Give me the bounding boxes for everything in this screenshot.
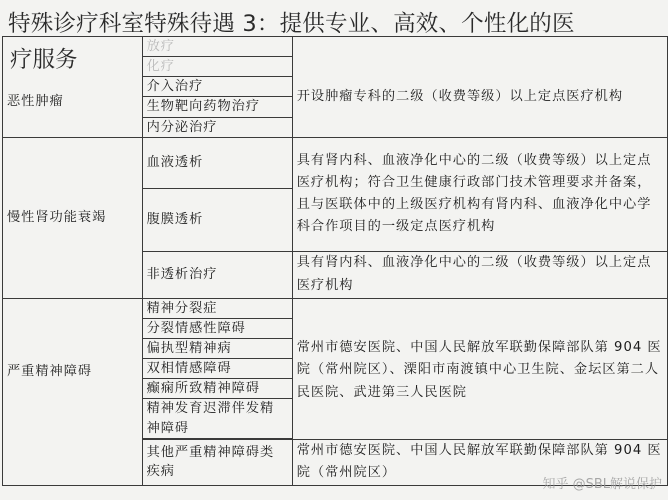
condition-cell: 精神发育迟滞伴发精神障碍 <box>142 399 292 438</box>
institution-cell: 常州市德安医院、中国人民解放军联勤保障部队第 904 医院（常州院区） <box>292 439 667 485</box>
institution-cell: 开设肿瘤专科的二级（收费等级）以上定点医疗机构 <box>292 37 667 138</box>
watermark: 知乎 @SBL解说保护 <box>542 477 662 492</box>
category-cell: 严重精神障碍 <box>3 298 143 485</box>
table-row <box>3 137 668 188</box>
condition-cell: 非透析治疗 <box>142 251 292 298</box>
institution-cell: 具有肾内科、血液净化中心的二级（收费等级）以上定点医疗机构；符合卫生健康行政部门技术管理要求并备案，且与医联体中的上级医疗机构有肾内科、血液净化中心学科合作项目的一级定点医疗机构 <box>292 137 667 251</box>
condition-cell: 放疗 <box>142 37 292 57</box>
condition-cell: 内分泌治疗 <box>142 117 292 137</box>
condition-cell: 腹膜透析 <box>142 188 292 251</box>
page-title-line2: 疗服务 <box>10 47 78 73</box>
condition-cell: 生物靶向药物治疗 <box>142 97 292 117</box>
institution-cell: 常州市德安医院、中国人民解放军联勤保障部队第 904 医院（常州院区）、溧阳市南渡镇中心卫生院、金坛区第二人民医院、武进第三人民医院 <box>292 298 667 439</box>
condition-cell: 化疗 <box>142 57 292 77</box>
condition-cell: 分裂情感性障碍 <box>142 318 292 338</box>
condition-cell: 精神分裂症 <box>142 298 292 318</box>
condition-cell: 双相情感障碍 <box>142 359 292 379</box>
page-title-line1: 特殊诊疗科室特殊待遇 3：提供专业、高效、个性化的医 <box>8 11 575 37</box>
benefit-table <box>2 36 668 486</box>
article-header <box>0 0 668 78</box>
condition-cell: 偏执型精神病 <box>142 338 292 358</box>
condition-cell: 其他严重精神障碍类疾病 <box>142 439 292 485</box>
table-row <box>3 298 668 318</box>
condition-cell: 介入治疗 <box>142 77 292 97</box>
institution-cell: 具有肾内科、血液净化中心的二级（收费等级）以上定点医疗机构 <box>292 251 667 298</box>
condition-cell: 血液透析 <box>142 137 292 188</box>
category-cell: 恶性肿瘤 <box>3 37 143 138</box>
condition-cell: 癫痫所致精神障碍 <box>142 379 292 399</box>
category-cell: 慢性肾功能衰竭 <box>3 137 143 298</box>
